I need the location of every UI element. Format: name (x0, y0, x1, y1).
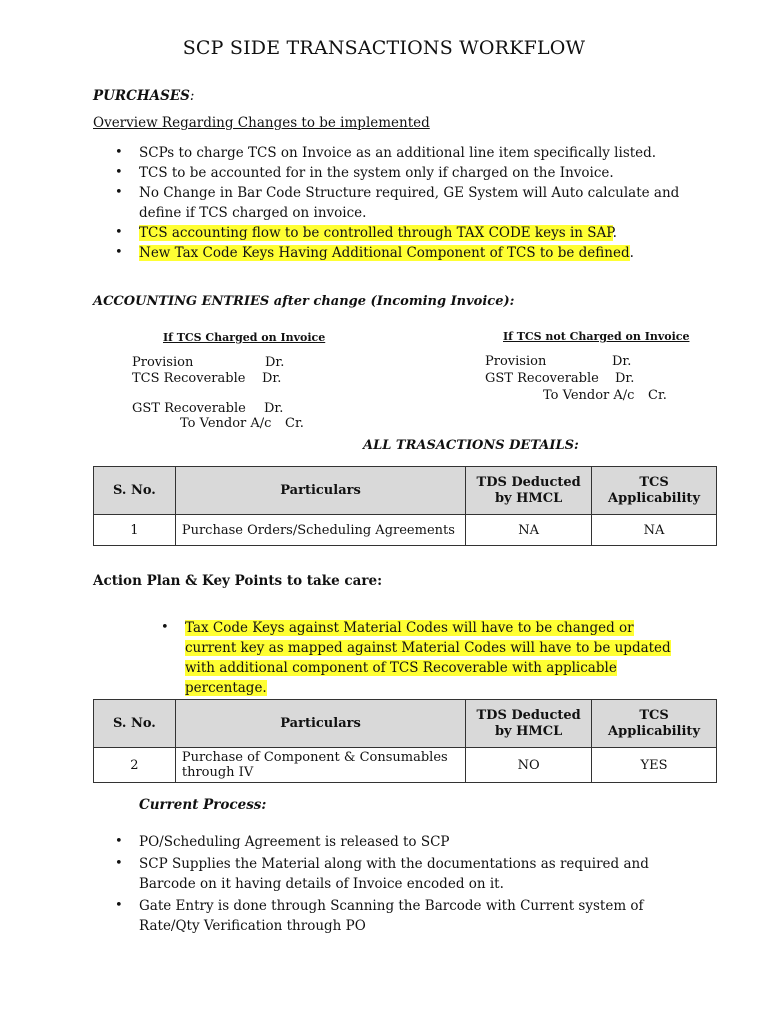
current-process-bullet-list (115, 832, 685, 936)
purchases-bullet-1 (115, 143, 685, 163)
charged-entry-provision-side: Dr. (265, 355, 285, 370)
purchases-bullet-5 (115, 243, 685, 263)
header-tcs: TCS Applicability (592, 700, 717, 748)
transactions-table-1 (93, 466, 717, 546)
notcharged-entry-vendor: To Vendor A/c (543, 388, 635, 403)
all-transactions-heading: ALL TRASACTIONS DETAILS: (363, 438, 579, 453)
process-bullet-2: • SCP Supplies the Material along with the documentations as required and Barcode on it having details of Invoice encoded on it. (115, 854, 685, 894)
bullet-suffix: . (612, 225, 617, 241)
entry-label: Provision (132, 355, 194, 370)
purchases-bullet-4 (115, 223, 685, 243)
table-header-row (94, 467, 717, 515)
notcharged-entry-gst: GST Recoverable (485, 371, 599, 386)
overview-heading: Overview Regarding Changes to be implemented (93, 115, 430, 131)
header-particulars: Particulars (175, 467, 465, 515)
accounting-heading: ACCOUNTING ENTRIES after change (Incoming Invoice): (93, 294, 515, 309)
purchases-heading (93, 88, 194, 104)
purchases-bullet-2 (115, 163, 685, 183)
purchases-bullet-list (115, 143, 685, 263)
notcharged-entry-provision: Provision (485, 354, 547, 369)
notcharged-entry-gst-side: Dr. (615, 371, 635, 386)
cell-tcs: YES (592, 748, 717, 783)
charged-header: If TCS Charged on Invoice (163, 331, 326, 344)
transactions-table-2 (93, 699, 717, 783)
highlighted-text: New Tax Code Keys Having Additional Component of TCS to be defined (139, 245, 630, 261)
cell-particulars: Purchase Orders/Scheduling Agreements (175, 515, 465, 546)
process-bullet-3: • Gate Entry is done through Scanning the Barcode with Current system of Rate/Qty Verification through PO (115, 896, 685, 936)
notcharged-entry-vendor-side: Cr. (648, 388, 667, 403)
header-sno: S. No. (94, 700, 176, 748)
header-particulars: Particulars (175, 700, 465, 748)
action-plan-bullet-list (161, 618, 681, 698)
cell-tds: NO (466, 748, 592, 783)
cell-sno: 2 (94, 748, 176, 783)
current-process-heading: Current Process: (139, 797, 267, 813)
bullet-text: No Change in Bar Code Structure required, GE System will Auto calculate and define if TCS charged on invoice. (139, 185, 680, 221)
cell-tds: NA (466, 515, 592, 546)
table-row (94, 515, 717, 546)
header-tds: TDS Deducted by HMCL (466, 700, 592, 748)
action-plan-bullet (161, 618, 681, 698)
notcharged-entry-provision-side: Dr. (612, 354, 632, 369)
action-plan-heading: Action Plan & Key Points to take care: (93, 573, 383, 589)
bullet-text: SCPs to charge TCS on Invoice as an additional line item specifically listed. (139, 145, 657, 161)
cell-particulars: Purchase of Component & Consumables through IV (175, 748, 465, 783)
document-title: SCP SIDE TRANSACTIONS WORKFLOW (182, 37, 586, 59)
cell-sno: 1 (94, 515, 176, 546)
bullet-suffix: . (629, 245, 634, 261)
purchases-bullet-3 (115, 183, 685, 223)
table-row (94, 748, 717, 783)
purchases-heading-colon: : (189, 88, 195, 104)
header-sno: S. No. (94, 467, 176, 515)
bullet-text: TCS to be accounted for in the system only if charged on the Invoice. (139, 165, 614, 181)
charged-entry-vendor: To Vendor A/c (180, 416, 272, 431)
highlighted-text: TCS accounting flow to be controlled through TAX CODE keys in SAP (139, 225, 613, 241)
charged-entry-gst-side: Dr. (264, 401, 284, 416)
charged-entry-tcs-side: Dr. (262, 371, 282, 386)
charged-entry-vendor-side: Cr. (285, 416, 304, 431)
not-charged-header: If TCS not Charged on Invoice (503, 330, 690, 343)
charged-entry-tcs: TCS Recoverable (132, 371, 246, 386)
table-header-row (94, 700, 717, 748)
charged-entry-gst: GST Recoverable (132, 401, 246, 416)
highlighted-text: Tax Code Keys against Material Codes will have to be changed or current key as mapped against Material Codes will have to be updated with additional component of TCS Recoverable with applicable percentage. (185, 620, 671, 696)
charged-entry-provision (132, 355, 193, 371)
header-tcs: TCS Applicability (592, 467, 717, 515)
cell-tcs: NA (592, 515, 717, 546)
purchases-heading-text: PURCHASES (93, 88, 190, 104)
process-bullet-1: • PO/Scheduling Agreement is released to SCP (115, 832, 685, 852)
header-tds: TDS Deducted by HMCL (466, 467, 592, 515)
